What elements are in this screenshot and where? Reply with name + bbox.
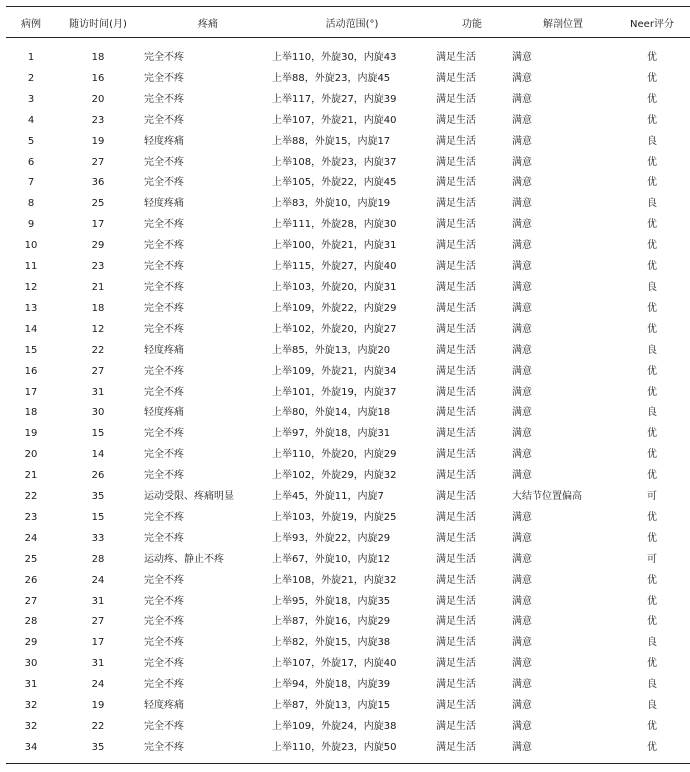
table-row: [6, 445, 690, 466]
cell-function: 满足生活: [436, 637, 476, 649]
cell-pain: 完全不疼: [144, 595, 184, 607]
cell-neer: 良: [647, 637, 657, 649]
cell-follow-up: 36: [91, 177, 105, 189]
cell-follow-up: 15: [91, 511, 105, 523]
cell-neer: 优: [647, 114, 657, 126]
cell-range: 上举105，外旋22，内旋45: [272, 177, 397, 189]
table-row: [6, 236, 690, 257]
cell-neer: 良: [647, 700, 657, 712]
cell-function: 满足生活: [436, 177, 476, 189]
cell-range: 上举103，外旋20，内旋31: [272, 281, 397, 293]
cell-case: 22: [24, 491, 38, 503]
cell-neer: 良: [647, 281, 657, 293]
cell-pain: 完全不疼: [144, 679, 184, 691]
cell-range: 上举100，外旋21，内旋31: [272, 240, 397, 252]
cell-neer: 良: [647, 407, 657, 419]
table-header: [6, 7, 690, 38]
cell-case: 24: [24, 532, 38, 544]
cell-case: 19: [24, 428, 38, 440]
cell-function: 满足生活: [436, 281, 476, 293]
cell-anatomy: 满意: [512, 156, 532, 168]
cell-pain: 完全不疼: [144, 93, 184, 105]
cell-range: 上举67，外旋10，内旋12: [272, 553, 391, 565]
table-row: [6, 257, 690, 278]
cell-case: 6: [27, 156, 35, 168]
cell-range: 上举87，外旋13，内旋15: [272, 700, 391, 712]
cell-case: 14: [24, 323, 38, 335]
cell-function: 满足生活: [432, 738, 508, 763]
cell-pain: 完全不疼: [144, 574, 184, 586]
header-case: 病例: [6, 7, 56, 38]
cell-range: 上举94，外旋18，内旋39: [272, 679, 391, 691]
table-row: [6, 508, 690, 529]
cell-range: 上举103，外旋19，内旋25: [272, 511, 397, 523]
cell-follow-up: 20: [91, 93, 105, 105]
table-row: [6, 675, 690, 696]
cell-neer: 优: [647, 386, 657, 398]
cell-function: 满足生活: [436, 240, 476, 252]
cell-function: 满足生活: [436, 156, 476, 168]
table-row: [6, 278, 690, 299]
cell-neer: 优: [647, 302, 657, 314]
cell-case: 28: [24, 616, 38, 628]
cell-pain: 完全不疼: [144, 323, 184, 335]
cell-range: 上举117，外旋27，内旋39: [272, 93, 397, 105]
table-row: [6, 132, 690, 153]
cell-case: 1: [27, 52, 35, 63]
cell-follow-up: 19: [91, 700, 105, 712]
cell-case: 26: [24, 574, 38, 586]
cell-range: 上举111，外旋28，内旋30: [272, 219, 397, 231]
cell-pain: 完全不疼: [144, 72, 184, 84]
cell-function: 满足生活: [436, 491, 476, 503]
cell-range: 上举109，外旋24，内旋38: [272, 721, 397, 732]
cell-anatomy: 满意: [512, 365, 532, 377]
table-row: [6, 529, 690, 550]
cell-follow-up: 21: [91, 281, 105, 293]
cell-neer: 优: [647, 93, 657, 105]
cell-anatomy: 满意: [512, 114, 532, 126]
cell-function: 满足生活: [436, 616, 476, 628]
cell-range: 上举88，外旋15，内旋17: [272, 135, 391, 147]
cell-range: 上举45，外旋11，内旋7: [272, 491, 384, 503]
cell-pain: 轻度疼痛: [144, 700, 184, 712]
cell-function: 满足生活: [436, 323, 476, 335]
cell-neer: 优: [647, 721, 657, 732]
header-range: 活动范围(°): [272, 7, 432, 38]
cell-follow-up: 23: [91, 261, 105, 273]
cell-follow-up: 16: [91, 72, 105, 84]
table-body: [6, 38, 690, 764]
cell-follow-up: 15: [91, 428, 105, 440]
cell-pain: 完全不疼: [144, 616, 184, 628]
cell-anatomy: 满意: [512, 616, 532, 628]
cell-anatomy: 满意: [512, 595, 532, 607]
cell-case: 27: [24, 595, 38, 607]
cell-anatomy: 满意: [512, 261, 532, 273]
cell-range: 上举82，外旋15，内旋38: [272, 637, 391, 649]
cell-neer: 优: [647, 532, 657, 544]
cell-pain: 完全不疼: [144, 428, 184, 440]
cell-follow-up: 24: [91, 679, 105, 691]
cell-case: 32: [24, 700, 38, 712]
cell-case: 32: [24, 721, 38, 732]
cell-follow-up: 17: [91, 219, 105, 231]
cell-pain: 轻度疼痛: [144, 407, 184, 419]
cell-follow-up: 27: [91, 365, 105, 377]
cell-range: 上举110，外旋30，内旋43: [272, 52, 397, 63]
cell-anatomy: 满意: [512, 386, 532, 398]
cell-anatomy: 满意: [512, 219, 532, 231]
cell-case: 31: [24, 679, 38, 691]
cell-anatomy: 满意: [512, 407, 532, 419]
cell-pain: 运动疼、静止不疼: [144, 553, 224, 565]
cell-follow-up: 18: [91, 302, 105, 314]
cell-anatomy: 满意: [512, 574, 532, 586]
cell-pain: 完全不疼: [144, 156, 184, 168]
cell-anatomy: 满意: [512, 679, 532, 691]
header-function: 功能: [432, 7, 508, 38]
cell-range: 上举97，外旋18，内旋31: [272, 428, 391, 440]
cell-anatomy: 满意: [512, 323, 532, 335]
cell-case: 23: [24, 511, 38, 523]
cell-range: 上举110，外旋20，内旋29: [272, 449, 397, 461]
cell-case: 12: [24, 281, 38, 293]
table-row: [6, 111, 690, 132]
cell-pain: 完全不疼: [144, 219, 184, 231]
cell-follow-up: 17: [91, 637, 105, 649]
cell-neer: 良: [647, 679, 657, 691]
cell-pain: 完全不疼: [144, 721, 184, 732]
cell-function: 满足生活: [436, 449, 476, 461]
cell-neer: 良: [647, 344, 657, 356]
cell-follow-up: 28: [91, 553, 105, 565]
cell-follow-up: 25: [91, 198, 105, 210]
cell-function: 满足生活: [436, 532, 476, 544]
table-row: [6, 299, 690, 320]
cell-range: 上举107，外旋17，内旋40: [272, 658, 397, 670]
table-row: [6, 571, 690, 592]
cell-neer: 可: [647, 553, 657, 565]
cell-neer: 优: [647, 240, 657, 252]
cell-function: 满足生活: [436, 700, 476, 712]
table-row: [6, 424, 690, 445]
cell-anatomy: 大结节位置偏高: [512, 491, 582, 503]
cell-range: 上举110，外旋23，内旋50: [272, 738, 432, 763]
cell-follow-up: 22: [91, 344, 105, 356]
cell-pain: 完全不疼: [144, 365, 184, 377]
cell-function: 满足生活: [436, 365, 476, 377]
cell-neer: 优: [647, 177, 657, 189]
cell-range: 上举108，外旋23，内旋37: [272, 156, 397, 168]
cell-range: 上举109，外旋21，内旋34: [272, 365, 397, 377]
cell-neer: 优: [647, 470, 657, 482]
table-row: [6, 38, 690, 69]
cell-neer: 优: [647, 658, 657, 670]
cell-follow-up: 23: [91, 114, 105, 126]
cell-follow-up: 29: [91, 240, 105, 252]
cell-follow-up: 26: [91, 470, 105, 482]
table-row: [6, 194, 690, 215]
table-row: [6, 487, 690, 508]
cell-neer: 优: [647, 72, 657, 84]
cell-neer: 可: [647, 491, 657, 503]
cell-anatomy: 满意: [512, 344, 532, 356]
cell-case: 7: [27, 177, 35, 189]
table-row: [6, 592, 690, 613]
cell-neer: 优: [647, 323, 657, 335]
cell-neer: 优: [647, 261, 657, 273]
cell-follow-up: 31: [91, 595, 105, 607]
cell-case: 18: [24, 407, 38, 419]
cell-follow-up: 27: [91, 156, 105, 168]
table-row: [6, 696, 690, 717]
cell-case: 20: [24, 449, 38, 461]
cell-neer: 优: [647, 365, 657, 377]
cell-neer: 优: [647, 52, 657, 63]
cell-pain: 轻度疼痛: [144, 198, 184, 210]
table-row: [6, 173, 690, 194]
cell-anatomy: 满意: [512, 470, 532, 482]
cell-case: 4: [27, 114, 35, 126]
cell-anatomy: 满意: [512, 72, 532, 84]
cell-function: 满足生活: [436, 198, 476, 210]
cell-pain: 轻度疼痛: [144, 344, 184, 356]
cell-function: 满足生活: [436, 721, 476, 732]
table-row: [6, 383, 690, 404]
cell-follow-up: 35: [56, 738, 140, 763]
cell-anatomy: 满意: [512, 553, 532, 565]
cell-case: 5: [27, 135, 35, 147]
cell-follow-up: 27: [91, 616, 105, 628]
cell-function: 满足生活: [436, 72, 476, 84]
cell-anatomy: 满意: [508, 738, 614, 763]
cell-anatomy: 满意: [512, 177, 532, 189]
cell-case: 11: [24, 261, 38, 273]
cell-neer: 良: [647, 198, 657, 210]
cell-range: 上举102，外旋29，内旋32: [272, 470, 397, 482]
cell-anatomy: 满意: [512, 721, 532, 732]
cell-function: 满足生活: [436, 93, 476, 105]
cell-neer: 优: [647, 595, 657, 607]
cell-range: 上举107，外旋21，内旋40: [272, 114, 397, 126]
cell-follow-up: 33: [91, 532, 105, 544]
table-row: [6, 362, 690, 383]
table-row: [6, 738, 690, 763]
cell-function: 满足生活: [436, 428, 476, 440]
results-table: [6, 6, 690, 764]
cell-neer: 优: [647, 511, 657, 523]
cell-range: 上举115，外旋27，内旋40: [272, 261, 397, 273]
cell-case: 29: [24, 637, 38, 649]
table-row: [6, 466, 690, 487]
cell-pain: 完全不疼: [144, 511, 184, 523]
table-row: [6, 341, 690, 362]
cell-pain: 完全不疼: [144, 658, 184, 670]
cell-range: 上举93，外旋22，内旋29: [272, 532, 391, 544]
cell-case: 21: [24, 470, 38, 482]
cell-follow-up: 30: [91, 407, 105, 419]
cell-range: 上举109，外旋22，内旋29: [272, 302, 397, 314]
cell-function: 满足生活: [436, 386, 476, 398]
cell-range: 上举95，外旋18，内旋35: [272, 595, 391, 607]
cell-pain: 完全不疼: [144, 449, 184, 461]
cell-follow-up: 22: [91, 721, 105, 732]
cell-function: 满足生活: [436, 261, 476, 273]
cell-range: 上举108，外旋21，内旋32: [272, 574, 397, 586]
cell-pain: 运动受限、疼痛明显: [144, 491, 234, 503]
header-pain: 疼痛: [140, 7, 272, 38]
cell-function: 满足生活: [436, 114, 476, 126]
cell-neer: 优: [647, 616, 657, 628]
cell-pain: 完全不疼: [144, 114, 184, 126]
cell-function: 满足生活: [436, 574, 476, 586]
cell-anatomy: 满意: [512, 198, 532, 210]
cell-case: 25: [24, 553, 38, 565]
cell-pain: 完全不疼: [144, 240, 184, 252]
cell-anatomy: 满意: [512, 428, 532, 440]
cell-neer: 优: [647, 449, 657, 461]
cell-case: 30: [24, 658, 38, 670]
cell-anatomy: 满意: [512, 302, 532, 314]
cell-case: 9: [27, 219, 35, 231]
table-row: [6, 612, 690, 633]
cell-pain: 完全不疼: [144, 386, 184, 398]
cell-function: 满足生活: [436, 407, 476, 419]
table-row: [6, 717, 690, 738]
cell-neer: 优: [614, 738, 690, 763]
cell-range: 上举87，外旋16，内旋29: [272, 616, 391, 628]
cell-function: 满足生活: [436, 470, 476, 482]
cell-case: 17: [24, 386, 38, 398]
header-neer: Neer评分: [614, 7, 690, 38]
cell-function: 满足生活: [436, 52, 476, 63]
cell-follow-up: 12: [91, 323, 105, 335]
cell-follow-up: 19: [91, 135, 105, 147]
cell-follow-up: 24: [91, 574, 105, 586]
cell-function: 满足生活: [436, 595, 476, 607]
cell-anatomy: 满意: [512, 532, 532, 544]
cell-range: 上举80，外旋14，内旋18: [272, 407, 391, 419]
table-row: [6, 654, 690, 675]
cell-function: 满足生活: [436, 553, 476, 565]
cell-pain: 完全不疼: [140, 738, 272, 763]
cell-range: 上举102，外旋20，内旋27: [272, 323, 397, 335]
cell-anatomy: 满意: [512, 511, 532, 523]
header-anatomy: 解剖位置: [508, 7, 614, 38]
cell-anatomy: 满意: [512, 449, 532, 461]
cell-pain: 完全不疼: [144, 52, 184, 63]
cell-function: 满足生活: [436, 679, 476, 691]
cell-function: 满足生活: [436, 135, 476, 147]
cell-case: 34: [6, 738, 56, 763]
table-row: [6, 69, 690, 90]
cell-anatomy: 满意: [512, 658, 532, 670]
cell-pain: 完全不疼: [144, 281, 184, 293]
cell-neer: 优: [647, 219, 657, 231]
cell-anatomy: 满意: [512, 135, 532, 147]
cell-anatomy: 满意: [512, 637, 532, 649]
table-row: [6, 153, 690, 174]
cell-pain: 完全不疼: [144, 637, 184, 649]
cell-pain: 轻度疼痛: [144, 135, 184, 147]
cell-function: 满足生活: [436, 344, 476, 356]
cell-follow-up: 35: [91, 491, 105, 503]
cell-anatomy: 满意: [512, 240, 532, 252]
cell-case: 2: [27, 72, 35, 84]
cell-case: 3: [27, 93, 35, 105]
table-row: [6, 320, 690, 341]
cell-follow-up: 31: [91, 658, 105, 670]
cell-follow-up: 18: [91, 52, 105, 63]
cell-anatomy: 满意: [512, 700, 532, 712]
table-row: [6, 550, 690, 571]
cell-case: 10: [24, 240, 38, 252]
cell-anatomy: 满意: [512, 281, 532, 293]
cell-anatomy: 满意: [512, 52, 532, 63]
cell-pain: 完全不疼: [144, 532, 184, 544]
cell-neer: 优: [647, 428, 657, 440]
cell-case: 8: [27, 198, 35, 210]
cell-follow-up: 31: [91, 386, 105, 398]
table-row: [6, 403, 690, 424]
cell-function: 满足生活: [436, 302, 476, 314]
table-row: [6, 90, 690, 111]
table-row: [6, 633, 690, 654]
cell-range: 上举101，外旋19，内旋37: [272, 386, 397, 398]
cell-function: 满足生活: [436, 511, 476, 523]
cell-case: 13: [24, 302, 38, 314]
cell-neer: 良: [647, 135, 657, 147]
cell-pain: 完全不疼: [144, 177, 184, 189]
cell-range: 上举83，外旋10，内旋19: [272, 198, 391, 210]
cell-pain: 完全不疼: [144, 302, 184, 314]
header-follow-up: 随访时间(月): [56, 7, 140, 38]
cell-case: 16: [24, 365, 38, 377]
cell-neer: 优: [647, 156, 657, 168]
cell-function: 满足生活: [436, 219, 476, 231]
cell-anatomy: 满意: [512, 93, 532, 105]
cell-neer: 优: [647, 574, 657, 586]
cell-pain: 完全不疼: [144, 261, 184, 273]
cell-function: 满足生活: [436, 658, 476, 670]
table-row: [6, 215, 690, 236]
cell-case: 15: [24, 344, 38, 356]
cell-range: 上举85，外旋13，内旋20: [272, 344, 391, 356]
cell-range: 上举88，外旋23，内旋45: [272, 72, 391, 84]
cell-pain: 完全不疼: [144, 470, 184, 482]
cell-follow-up: 14: [91, 449, 105, 461]
header-row: [6, 7, 690, 38]
